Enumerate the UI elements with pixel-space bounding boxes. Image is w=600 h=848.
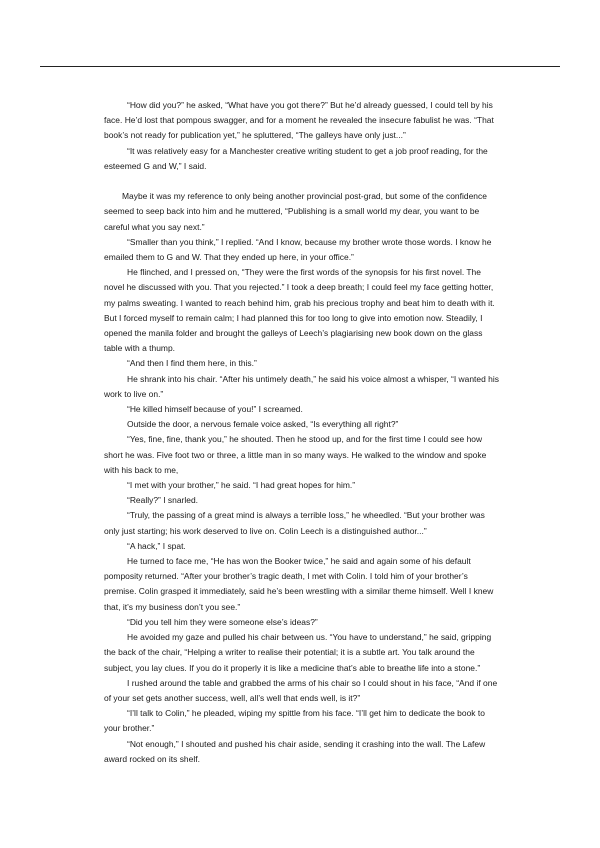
paragraph: “A hack,” I spat. [127,540,186,551]
paragraph: “Really?” I snarled. [127,495,199,506]
paragraph: Maybe it was my reference to only being another provincial post-grad, but some of the confidence seemed to seep back into him and he muttered, “Publishing is a small world my dear, you want to be careful what you say next.” [104,191,487,232]
paragraph: “Smaller than you think,” I replied. “And I know, because my brother wrote those words. I know he emailed them to G and W. That they ended up here, in your office.” [104,236,492,263]
paragraph: He flinched, and I pressed on, “They were the first words of the synopsis for his first novel. The novel he discussed with you. That you rejected.” I took a deep breath; I could feel my face getting hotter, my palms sweating. I wanted to reach behind him, grab his precious trophy and beat him to death with it. But I forced myself to remain calm; I had planned this for too long to give into emotion now. Steadily, I opened the manila folder and brought the galleys of Leech’s plagiarising new book down on the glass table with a thump. [104,267,495,354]
paragraph: He shrank into his chair. “After his untimely death,” he said his voice almost a whisper, “I wanted his work to live on.” [104,373,499,399]
paragraph: “I’ll talk to Colin,” he pleaded, wiping my spittle from his face. “I’ll get him to dedicate the book to your brother.” [104,708,485,734]
paragraph: “Did you tell him they were someone else’s ideas?” [127,616,318,627]
page-body [104,98,501,767]
paragraph: He turned to face me, “He has won the Booker twice,” he said and again some of his default pomposity returned. “After your brother’s tragic death, I met with Colin. I told him of your brother’s premise. Colin grasped it immediately, said he’s been wrestling with a similar theme himself. Well I knew that, it’s my business don’t you see.” [104,556,494,612]
paragraph: “Truly, the passing of a great mind is always a terrible loss,” he wheedled. “But your brother was only just starting; his work deserved to live on. Colin Leech is a distinguished author...” [104,510,485,536]
paragraph: “I met with your brother,” he said. “I had great hopes for him.” [127,480,356,491]
paragraph: I rushed around the table and grabbed the arms of his chair so I could shout in his face, “And if one of your set gets another success, well, all’s well that ends well, is it?” [104,677,498,703]
paragraph: “He killed himself because of you!” I screamed. [127,404,303,415]
paragraph: “Not enough,” I shouted and pushed his chair aside, sending it crashing into the wall. The Lafew award rocked on its shelf. [104,738,486,764]
paragraph: “And then I find them here, in this.” [127,358,257,369]
paragraph: He avoided my gaze and pulled his chair between us. “You have to understand,” he said, gripping the back of the chair, “Helping a writer to realise their potential; it is a subtle art. You talk around the subject, you lay clues. If you do it properly it is like a medicine that’s able to breathe life into a stone.” [104,632,492,673]
paragraph: Outside the door, a nervous female voice asked, “Is everything all right?” [127,419,399,430]
header-rule [40,66,560,67]
paragraph: “Yes, fine, fine, thank you,” he shouted. Then he stood up, and for the first time I could see how short he was. Five foot two or three, a little man in so many ways. He walked to the window and spoke with his back to me, [104,434,487,475]
paragraph: “How did you?” he asked, “What have you got there?” But he’d already guessed, I could tell by his face. He’d lost that pompous swagger, and for a moment he revealed the insecure fabulist he was. “That book’s not ready for publication yet,” he spluttered, “The galleys have only just...” [104,100,494,141]
paragraph: “It was relatively easy for a Manchester creative writing student to get a job proof reading, for the esteemed G and W,” I said. [104,145,488,171]
